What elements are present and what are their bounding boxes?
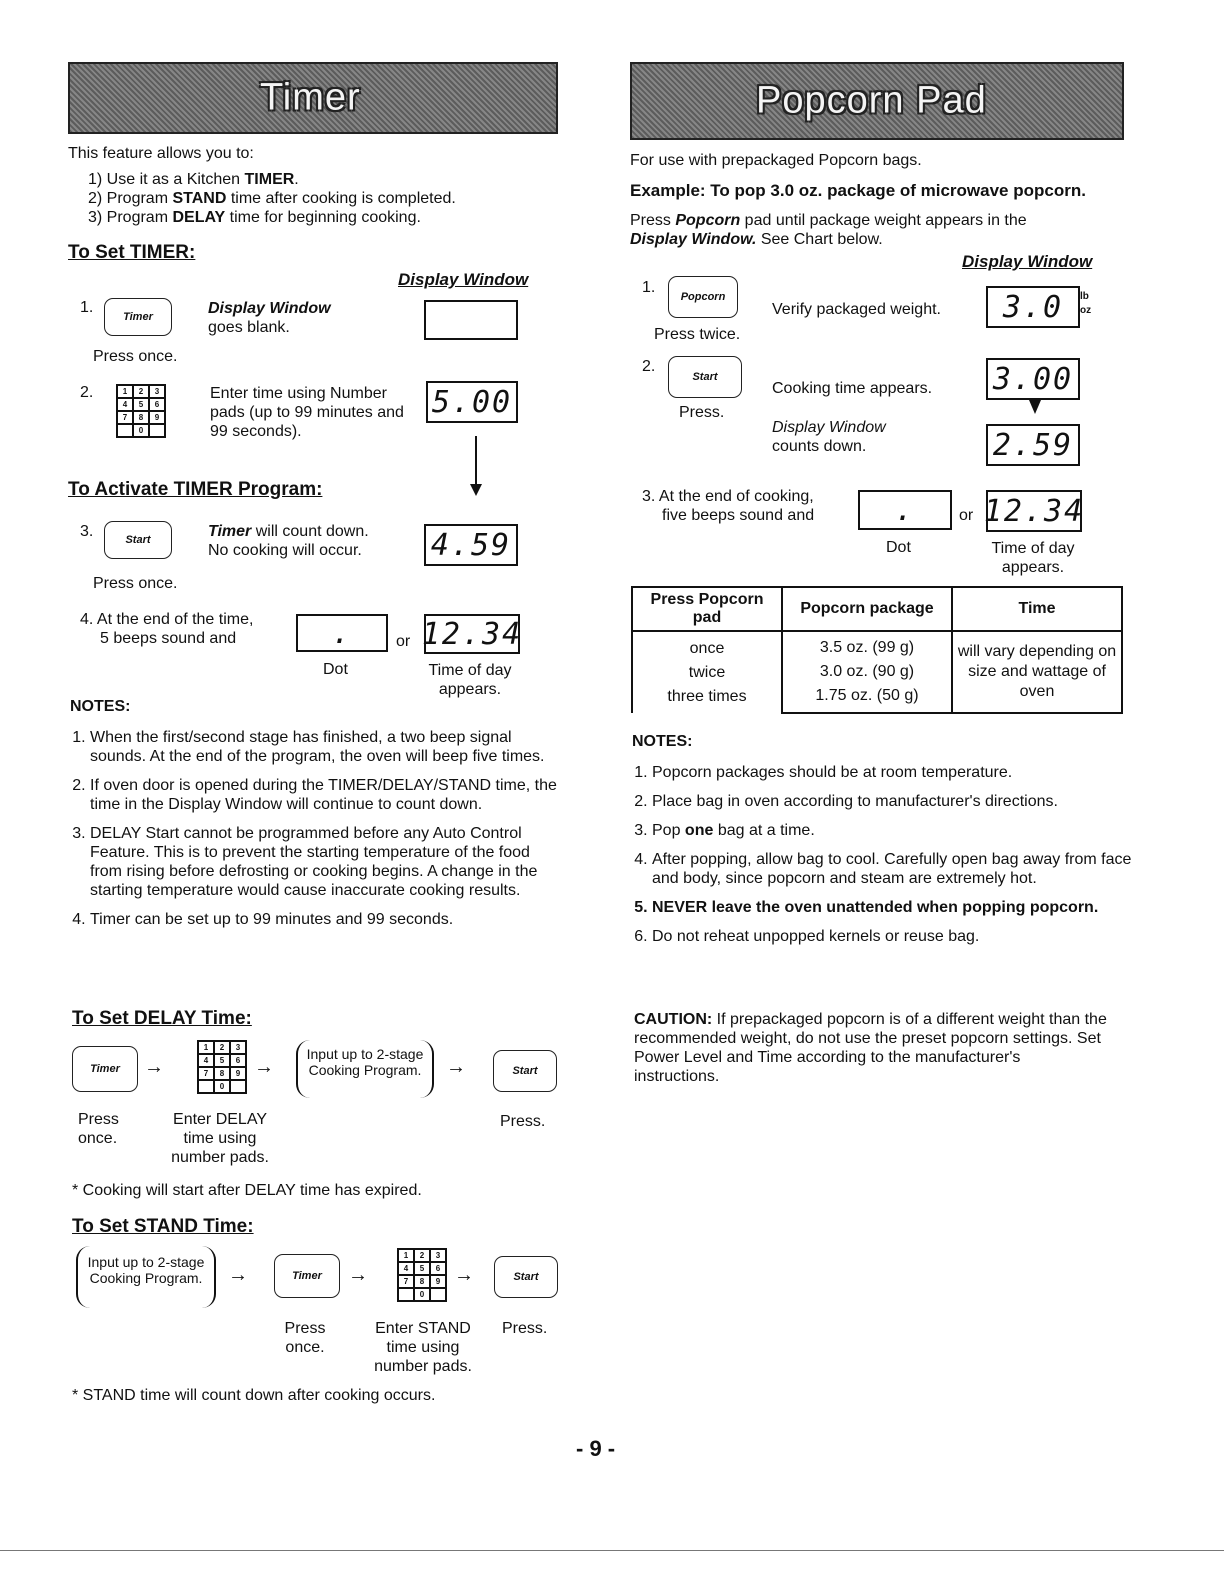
delay-press-once: Press once. (78, 1111, 119, 1147)
down-arrow-icon (1029, 400, 1041, 414)
popcorn-weight-unit: lb oz (1080, 291, 1092, 316)
timer-uses (88, 170, 456, 227)
popcorn-or: or (959, 507, 974, 524)
timer-intro: This feature allows you to: (68, 145, 254, 162)
delay-footnote: * Cooking will start after DELAY time has expired. (72, 1182, 422, 1199)
popcorn-caution: CAUTION: If prepackaged popcorn is of a different weight than the recommended weight, do not use the preset popcorn settings. Set Power Level and Time according to the manufacturer's instructions. (634, 1011, 1107, 1085)
delay-keypad-icon[interactable]: 1 2 3 4 5 6 7 8 9 0 (197, 1040, 247, 1094)
popcorn-step2-num: 2. (642, 358, 656, 375)
popcorn-display-300: 3.00 (986, 358, 1080, 400)
popcorn-step2-press: Press. (679, 404, 725, 421)
stand-keypad-icon[interactable]: 1 2 3 4 5 6 7 8 9 0 (397, 1248, 447, 1302)
timer-or: or (396, 633, 411, 650)
popcorn-press-instr: Press Popcorn pad until package weight appears in the Display Window. See Chart below. (630, 212, 1027, 248)
delay-start-button[interactable]: Start (493, 1050, 557, 1092)
timer-step2-desc: Enter time using Number pads (up to 99 minutes and 99 seconds). (210, 385, 404, 440)
timer-notes (70, 728, 558, 939)
popcorn-intro: For use with prepackaged Popcorn bags. (630, 152, 922, 169)
timer-dot-label: Dot (323, 661, 348, 678)
popcorn-dot-label: Dot (886, 539, 911, 556)
timer-use-item: 1) Use it as a Kitchen TIMER. (88, 171, 299, 188)
stand-start-button[interactable]: Start (494, 1256, 558, 1298)
table-header: Press Popcorn pad (632, 587, 782, 631)
timer-step1-desc: Display Window goes blank. (208, 300, 331, 336)
delay-enter: Enter DELAY time using number pads. (171, 1111, 269, 1166)
arrow-right-icon: → (454, 1264, 474, 1286)
popcorn-note: 3. Pop one bag at a time. (652, 821, 1132, 840)
timer-step3-press: Press once. (93, 575, 178, 592)
stand-press-once: Press once. (284, 1320, 326, 1356)
timer-note: 3. DELAY Start cannot be programmed before any Auto Control Feature. This is to prevent the starting temperature of the food from rising before defrosting or cooking begins. A change in the starting temperature would cause inaccurate cooking results. (90, 824, 558, 900)
popcorn-start-button[interactable]: Start (668, 356, 742, 398)
stand-press: Press. (502, 1320, 548, 1337)
set-stand-heading: To Set STAND Time: (72, 1216, 254, 1237)
timer-display-dot: . (296, 614, 388, 652)
popcorn-table (631, 586, 1123, 714)
start-button[interactable]: Start (104, 521, 172, 559)
timer-display-time-of-day: 12.34 (424, 614, 520, 654)
timer-display-459: 4.59 (424, 524, 518, 566)
popcorn-button[interactable]: Popcorn (668, 276, 738, 318)
timer-note: 2. If oven door is opened during the TIMER/DELAY/STAND time, the time in the Display Window will continue to count down. (90, 776, 558, 814)
timer-display-window-label: Display Window (398, 270, 529, 289)
popcorn-note: 4. After popping, allow bag to cool. Carefully open bag away from face and body, since popcorn and steam are extremely hot. (652, 850, 1132, 888)
popcorn-display-259: 2.59 (986, 424, 1080, 466)
delay-timer-button[interactable]: Timer (72, 1046, 138, 1092)
popcorn-tod-label: Time of day appears. (991, 540, 1075, 576)
delay-press: Press. (500, 1113, 546, 1130)
timer-note: 1. When the first/second stage has finished, a two beep signal sounds. At the end of the program, the oven will beep five times. (90, 728, 558, 766)
popcorn-display-time-of-day: 12.34 (986, 490, 1082, 532)
timer-step1-press: Press once. (93, 348, 178, 365)
down-arrow-head-icon (470, 484, 482, 496)
page-number: - 9 - (576, 1436, 616, 1461)
down-arrow-icon (475, 436, 477, 490)
popcorn-example: Example: To pop 3.0 oz. package of microwave popcorn. (630, 181, 1086, 200)
timer-tod-label: Time of day appears. (428, 662, 512, 698)
timer-display-500: 5.00 (426, 381, 518, 423)
popcorn-banner (630, 62, 1124, 140)
stand-input-paren: Input up to 2-stage Cooking Program. (76, 1246, 216, 1308)
table-header: Popcorn package (782, 587, 952, 631)
table-header: Time (952, 587, 1122, 631)
bottom-rule (0, 1550, 1224, 1551)
popcorn-step1-desc: Verify packaged weight. (772, 301, 941, 318)
popcorn-step2-desc2: Display Window counts down. (772, 419, 886, 455)
stand-enter: Enter STAND time using number pads. (374, 1320, 472, 1375)
popcorn-step2-desc: Cooking time appears. (772, 380, 933, 397)
popcorn-note: 1. Popcorn packages should be at room temperature. (652, 763, 1132, 782)
popcorn-notes-label: NOTES: (632, 733, 693, 750)
arrow-right-icon: → (348, 1264, 368, 1286)
popcorn-display-weight: 3.0 (986, 286, 1080, 328)
timer-step3-num: 3. (80, 523, 94, 540)
timer-step3-desc: Timer will count down. No cooking will occur. (208, 523, 369, 559)
popcorn-display-window-label: Display Window (962, 252, 1093, 271)
timer-use-item: 3) Program DELAY time for beginning cooking. (88, 209, 421, 226)
popcorn-note: 5. NEVER leave the oven unattended when popping popcorn. (652, 898, 1132, 917)
set-timer-heading: To Set TIMER: (68, 242, 196, 263)
stand-timer-button[interactable]: Timer (274, 1254, 340, 1298)
arrow-right-icon: → (254, 1056, 274, 1078)
set-delay-heading: To Set DELAY Time: (72, 1008, 252, 1029)
timer-step2-num: 2. (80, 384, 94, 401)
arrow-right-icon: → (228, 1264, 248, 1286)
popcorn-step1-num: 1. (642, 279, 656, 296)
popcorn-step3-text: 3. At the end of cooking, five beeps sound and (642, 488, 815, 524)
table-row: once twice three times 3.5 oz. (99 g) 3.0 oz. (90 g) 1.75 oz. (50 g) will vary depending on size and wattage of oven (632, 631, 1122, 713)
activate-timer-heading: To Activate TIMER Program: (68, 479, 323, 500)
stand-footnote: * STAND time will count down after cooking occurs. (72, 1387, 436, 1404)
timer-display-blank (424, 300, 518, 340)
timer-use-item: 2) Program STAND time after cooking is completed. (88, 190, 456, 207)
timer-title: Timer (260, 76, 361, 119)
number-keypad-icon[interactable]: 1 2 3 4 5 6 7 8 9 0 (116, 384, 166, 438)
arrow-right-icon: → (144, 1056, 164, 1078)
delay-input-paren: Input up to 2-stage Cooking Program. (296, 1040, 434, 1098)
popcorn-step1-press: Press twice. (654, 326, 741, 343)
timer-step4-text: 4. At the end of the time, 5 beeps sound and (80, 611, 254, 647)
timer-step1-num: 1. (80, 299, 94, 316)
table-time-note: will vary depending on size and wattage of oven (952, 631, 1122, 713)
popcorn-display-dot: . (858, 490, 952, 530)
popcorn-notes (632, 763, 1132, 956)
popcorn-title: Popcorn Pad (756, 79, 987, 122)
timer-button[interactable]: Timer (104, 298, 172, 336)
timer-note: 4. Timer can be set up to 99 minutes and 99 seconds. (90, 910, 558, 929)
timer-banner (68, 62, 558, 134)
arrow-right-icon: → (446, 1056, 466, 1078)
popcorn-note: 6. Do not reheat unpopped kernels or reuse bag. (652, 927, 1132, 946)
popcorn-note: 2. Place bag in oven according to manufacturer's directions. (652, 792, 1132, 811)
timer-notes-label: NOTES: (70, 698, 131, 715)
